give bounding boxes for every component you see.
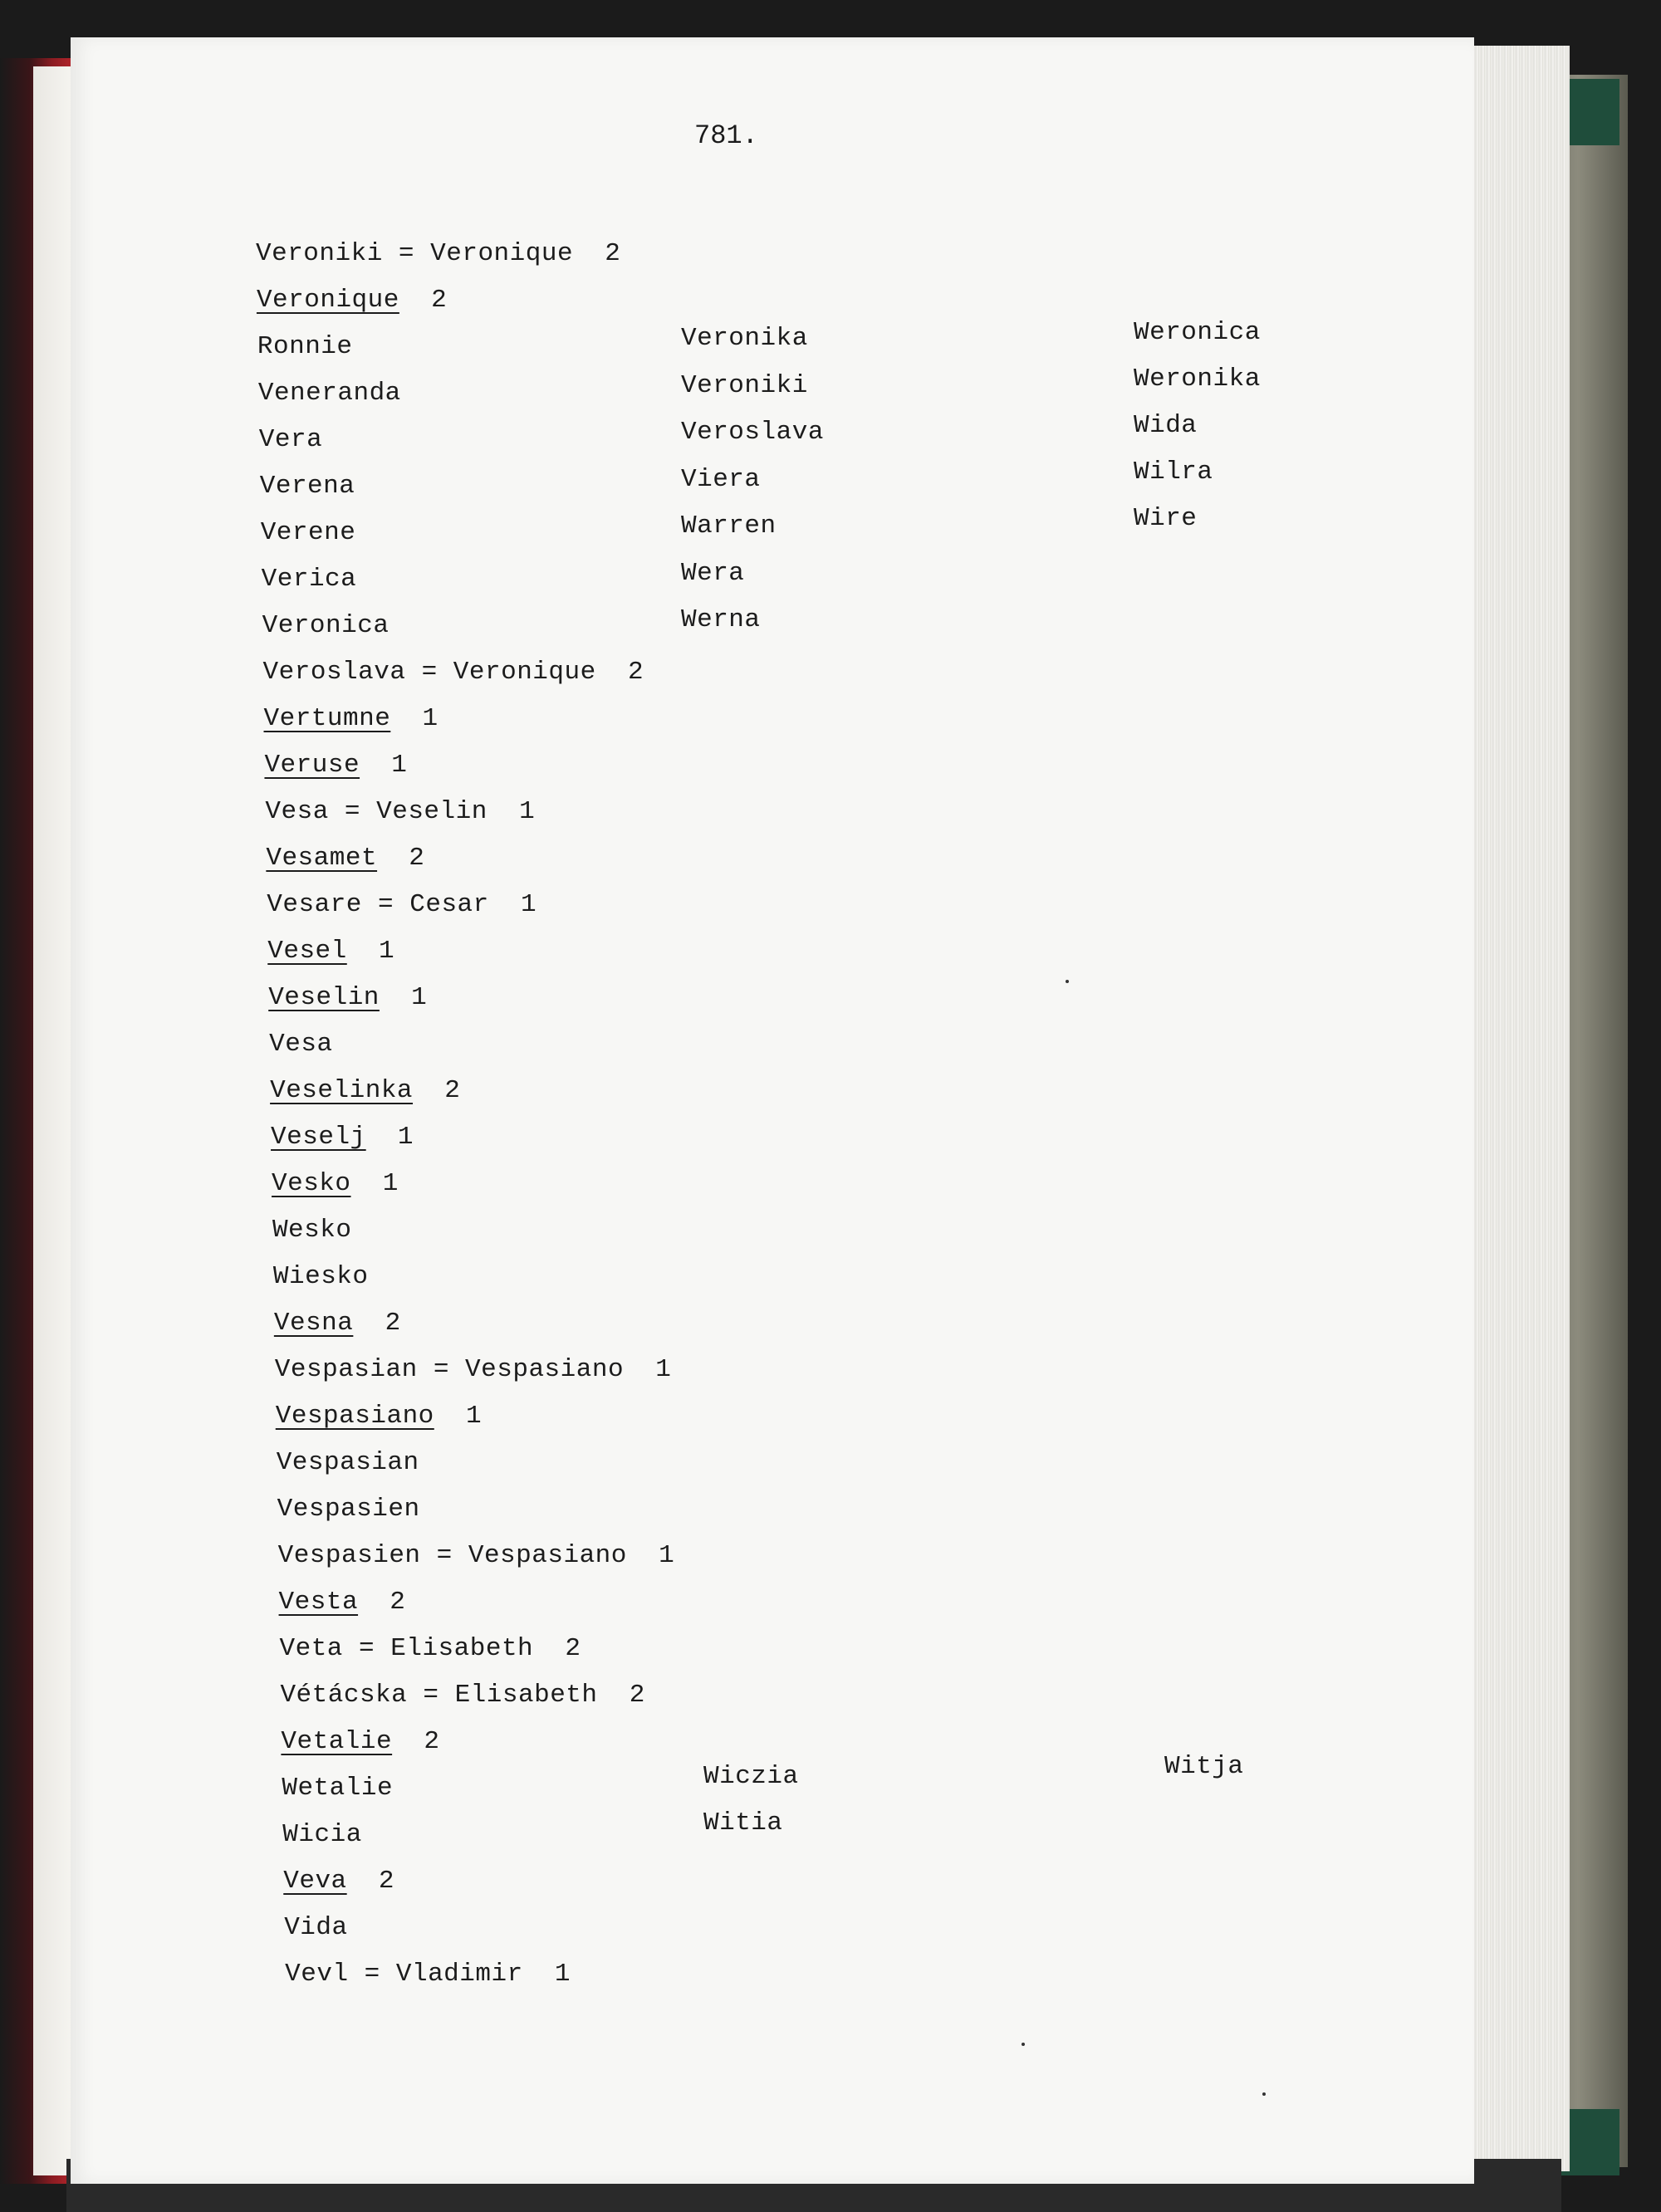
entry-line [259,424,322,456]
entry-line [269,1029,332,1060]
entry-name: Vespasien [277,1541,421,1570]
headword-entry [267,936,394,967]
headword-entry [279,1587,406,1618]
entry-name: Vesamet [266,844,378,873]
variant-name: Witia [703,1808,783,1838]
entry-name: Vespasien [277,1495,420,1524]
entry-count: 2 [431,286,448,315]
headword-entry [266,843,424,874]
entry-name: Veroslava [262,658,406,687]
headword-entry [274,1308,401,1339]
entry-name: Veronica [262,611,390,640]
entry-name: Veneranda [257,379,401,408]
entry-name: Vida [284,1913,348,1942]
variant-name: Wilra [1134,458,1213,487]
entry-count: 1 [519,797,536,826]
entry-line [273,1261,369,1293]
entry-name: Vespasian [276,1448,419,1477]
entry-line [277,1494,420,1525]
entry-count: 1 [397,1123,414,1152]
entry-name: Vesel [267,937,347,966]
variant-name: Wire [1134,504,1198,533]
entry-count: 2 [409,844,425,873]
headword-entry [271,1122,414,1153]
entry-equivalent: Vladimir [395,1960,523,1989]
headword-entry [276,1401,482,1432]
entry-count: 2 [444,1076,461,1105]
entry-line: Veroslava = Veronique 2 [262,658,644,687]
entry-line [257,331,353,363]
entry-name: Vesa [265,797,329,826]
entry-name: Vera [258,425,323,454]
entry-line: Vespasian = Vespasiano 1 [274,1355,672,1384]
entry-name: Veselinka [270,1076,414,1105]
entry-name: Vétácska [280,1681,408,1710]
variant-name: Wera [681,558,745,588]
entry-count: 2 [629,1681,645,1710]
entry-name: Verene [260,518,356,547]
paper-speck [1066,980,1069,983]
entry-line: Vespasien = Vespasiano 1 [277,1541,675,1570]
entry-line [262,610,390,642]
entry-count: 2 [424,1727,440,1756]
variant-name: Werna [681,605,761,634]
headword-entry [283,1866,394,1897]
headword-entry [268,982,427,1014]
entry-count: 1 [554,1960,571,1989]
headword-entry [281,1726,439,1758]
entry-name: Veva [283,1867,347,1896]
entry-equivalent: Vespasiano [465,1355,625,1384]
entry-count: 2 [605,239,621,268]
entry-line [260,471,355,502]
entry-equivalent: Elisabeth [454,1681,598,1710]
paper-speck [1262,2092,1266,2096]
variant-name: Wida [1134,411,1198,440]
variant-name: Weronica [1134,318,1261,347]
entry-count: 2 [565,1634,581,1663]
variant-name: Veroslava [681,418,824,447]
entry-line: Vevl = Vladimir 1 [285,1960,571,1989]
entry-name: Vesa [269,1030,333,1059]
entry-line [258,378,401,409]
headword-entry [270,1075,460,1107]
variant-name: Warren [681,511,777,541]
entry-equivalent: Elisabeth [390,1634,534,1663]
left-page-edge [33,66,75,2175]
page-number: 781. [694,120,758,151]
entry-count: 1 [382,1169,399,1198]
entry-count: 2 [385,1309,401,1338]
variant-name: Viera [681,464,761,494]
entry-count: 2 [378,1867,394,1896]
entry-name: Vespasian [274,1355,418,1384]
variant-name: Weronika [1134,365,1261,394]
entry-count: 1 [655,1355,672,1384]
entry-name: Veroniki [256,239,383,268]
cover-corner-top [1561,79,1619,145]
variant-name: Veroniki [681,370,808,400]
entry-count: 1 [391,751,408,780]
entry-count: 1 [411,983,428,1012]
page-stack-edge [1462,46,1570,2171]
entry-name: Veselin [268,983,380,1012]
entry-count: 1 [378,937,395,966]
entry-name: Wiesko [272,1262,369,1291]
entry-line [284,1912,347,1944]
variant-name: Wiczia [703,1762,799,1791]
variant-name: Witja [1164,1752,1244,1781]
entry-name: Wetalie [282,1774,394,1803]
entry-line: Vesare = Cesar 1 [267,890,537,919]
entry-line [272,1215,352,1246]
entry-line [282,1819,362,1851]
entry-equivalent: Vespasiano [468,1541,627,1570]
entry-name: Vertumne [263,704,391,733]
entry-equivalent: Cesar [409,890,489,919]
entry-name: Veta [279,1634,343,1663]
entry-name: Verena [259,472,355,501]
headword-entry [257,285,447,316]
entry-count: 2 [627,658,644,687]
entry-name: Veronique [256,286,399,315]
entry-name: Vevl [285,1960,349,1989]
entry-equivalent: Veselin [376,797,488,826]
entry-name: Vesko [272,1169,351,1198]
entry-name: Vesare [267,890,362,919]
entry-count: 1 [466,1402,483,1431]
entry-name: Vespasiano [275,1402,434,1431]
entry-count: 1 [520,890,537,919]
entry-count: 2 [390,1588,406,1617]
entry-name: Vesna [273,1309,354,1338]
headword-entry [264,750,407,781]
variant-name: Veronika [681,324,808,353]
entry-name: Veselj [271,1123,366,1152]
entry-line [262,564,357,595]
cover-corner-bottom [1561,2109,1619,2175]
entry-line: Vesa = Veselin 1 [265,797,536,826]
entry-equivalent: Veronique [430,239,574,268]
entry-count: 1 [422,704,439,733]
headword-entry [264,703,439,735]
entry-line: Vétácska = Elisabeth 2 [280,1681,645,1710]
entry-name: Wicia [282,1820,362,1849]
entry-name: Verica [261,565,357,594]
entry-count: 1 [659,1541,675,1570]
entry-line: Veta = Elisabeth 2 [279,1634,581,1663]
entry-name: Wesko [272,1216,352,1245]
entry-line [261,517,356,549]
headword-entry [272,1168,399,1200]
entry-line [282,1773,393,1804]
entry-line: Veroniki = Veronique 2 [256,239,621,268]
entry-name: Vetalie [281,1727,393,1756]
entry-name: Vesta [278,1588,359,1617]
entry-name: Ronnie [257,332,353,361]
entry-name: Veruse [264,751,360,780]
entry-line [277,1447,419,1479]
entry-equivalent: Veronique [453,658,596,687]
paper-speck [1022,2043,1025,2046]
